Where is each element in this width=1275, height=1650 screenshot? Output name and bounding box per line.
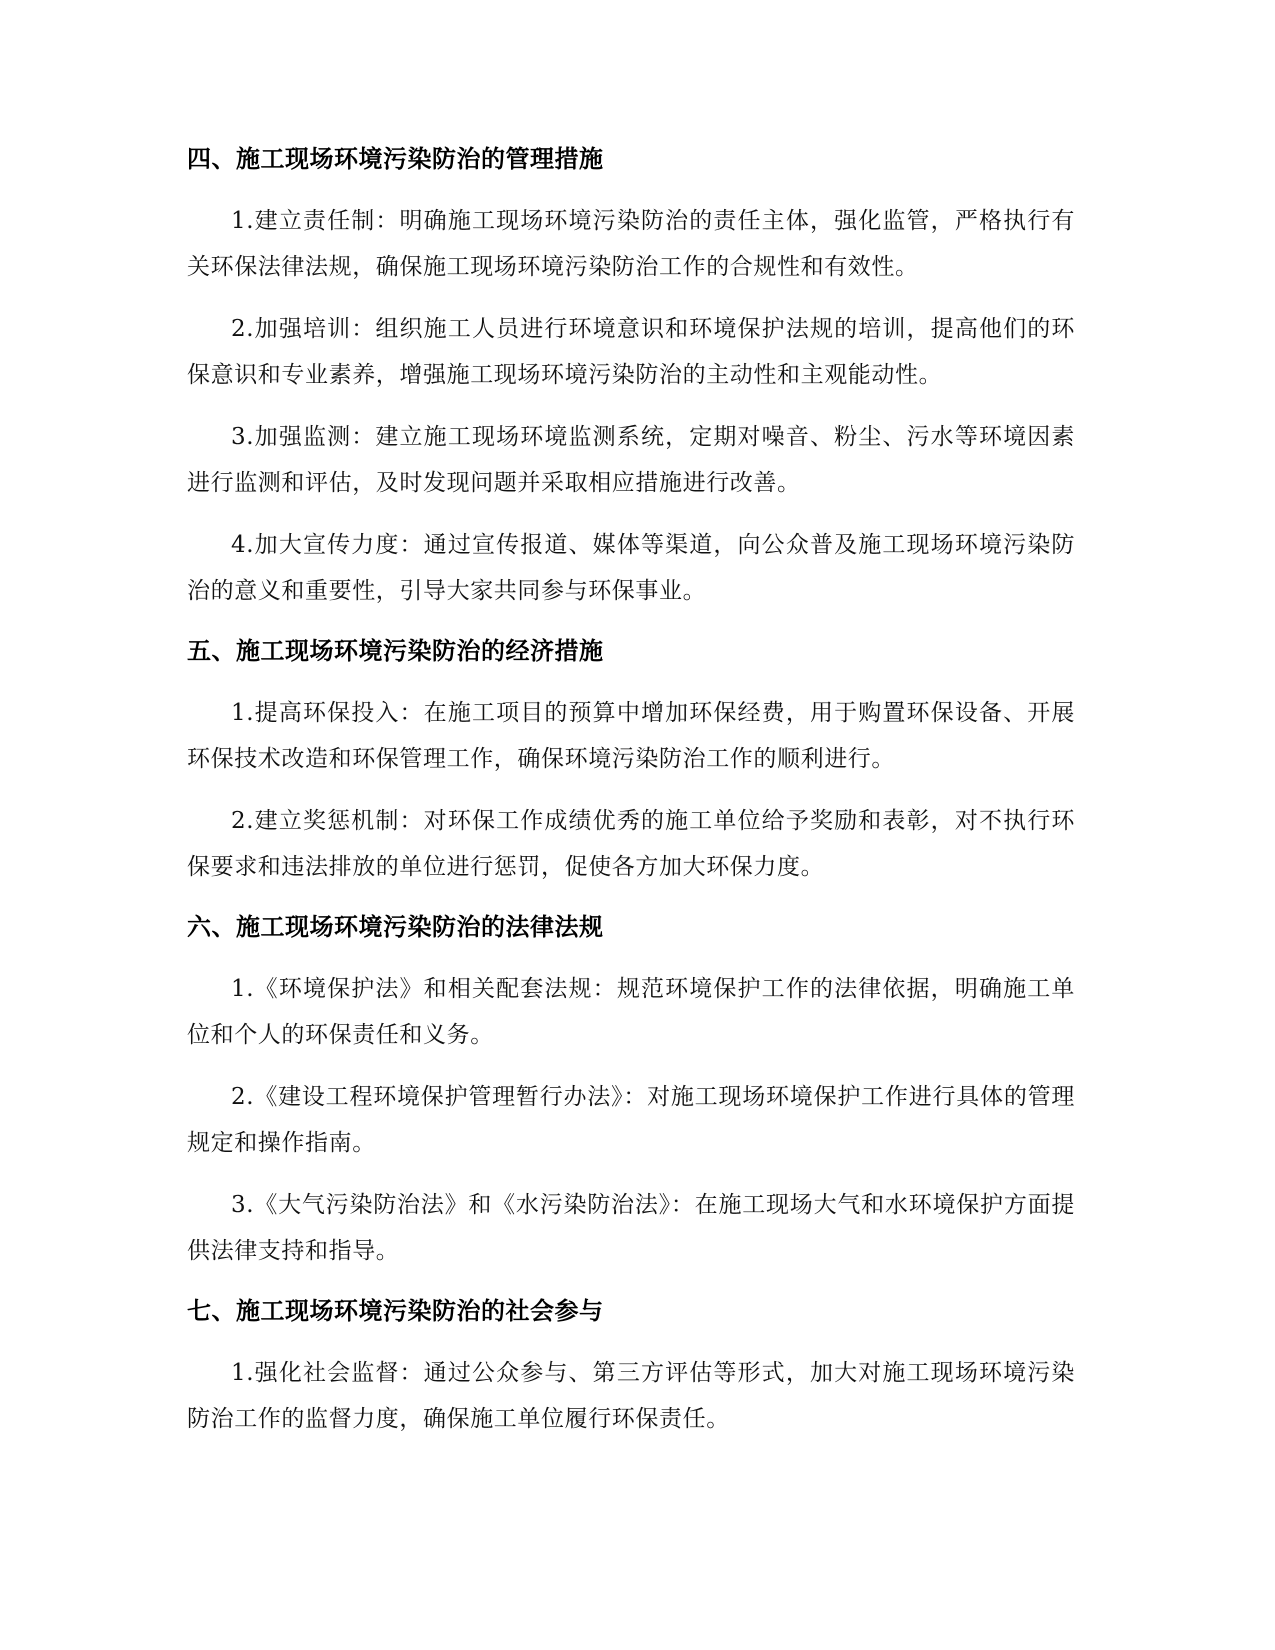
paragraph: 2.建立奖惩机制：对环保工作成绩优秀的施工单位给予奖励和表彰，对不执行环保要求和违法排放的单位进行惩罚，促使各方加大环保力度。 bbox=[187, 808, 1075, 880]
section-economic bbox=[187, 630, 1075, 890]
paragraph: 1.《环境保护法》和相关配套法规：规范环境保护工作的法律依据，明确施工单位和个人的环保责任和义务。 bbox=[187, 976, 1075, 1048]
paragraph: 1.提高环保投入：在施工项目的预算中增加环保经费，用于购置环保设备、开展环保技术改造和环保管理工作，确保环境污染防治工作的顺利进行。 bbox=[187, 700, 1075, 772]
paragraph: 3.《大气污染防治法》和《水污染防治法》：在施工现场大气和水环境保护方面提供法律支持和指导。 bbox=[187, 1192, 1075, 1264]
paragraph: 3.加强监测：建立施工现场环境监测系统，定期对噪音、粉尘、污水等环境因素进行监测和评估，及时发现问题并采取相应措施进行改善。 bbox=[187, 424, 1075, 496]
section-heading: 四、施工现场环境污染防治的管理措施 bbox=[187, 145, 604, 173]
section-social bbox=[187, 1290, 1075, 1442]
section-heading: 五、施工现场环境污染防治的经济措施 bbox=[187, 637, 604, 665]
paragraph: 2.加强培训：组织施工人员进行环境意识和环境保护法规的培训，提高他们的环保意识和专业素养，增强施工现场环境污染防治的主动性和主观能动性。 bbox=[187, 316, 1075, 388]
paragraph: 1.强化社会监督：通过公众参与、第三方评估等形式，加大对施工现场环境污染防治工作的监督力度，确保施工单位履行环保责任。 bbox=[187, 1360, 1075, 1432]
section-heading: 六、施工现场环境污染防治的法律法规 bbox=[187, 913, 604, 941]
section-heading: 七、施工现场环境污染防治的社会参与 bbox=[187, 1297, 604, 1325]
section-legal bbox=[187, 906, 1075, 1274]
paragraph: 4.加大宣传力度：通过宣传报道、媒体等渠道，向公众普及施工现场环境污染防治的意义和重要性，引导大家共同参与环保事业。 bbox=[187, 532, 1075, 604]
paragraph: 2.《建设工程环境保护管理暂行办法》：对施工现场环境保护工作进行具体的管理规定和操作指南。 bbox=[187, 1084, 1075, 1156]
paragraph: 1.建立责任制：明确施工现场环境污染防治的责任主体，强化监管，严格执行有关环保法律法规，确保施工现场环境污染防治工作的合规性和有效性。 bbox=[187, 208, 1075, 280]
document-page bbox=[187, 138, 1075, 1458]
section-management bbox=[187, 138, 1075, 614]
